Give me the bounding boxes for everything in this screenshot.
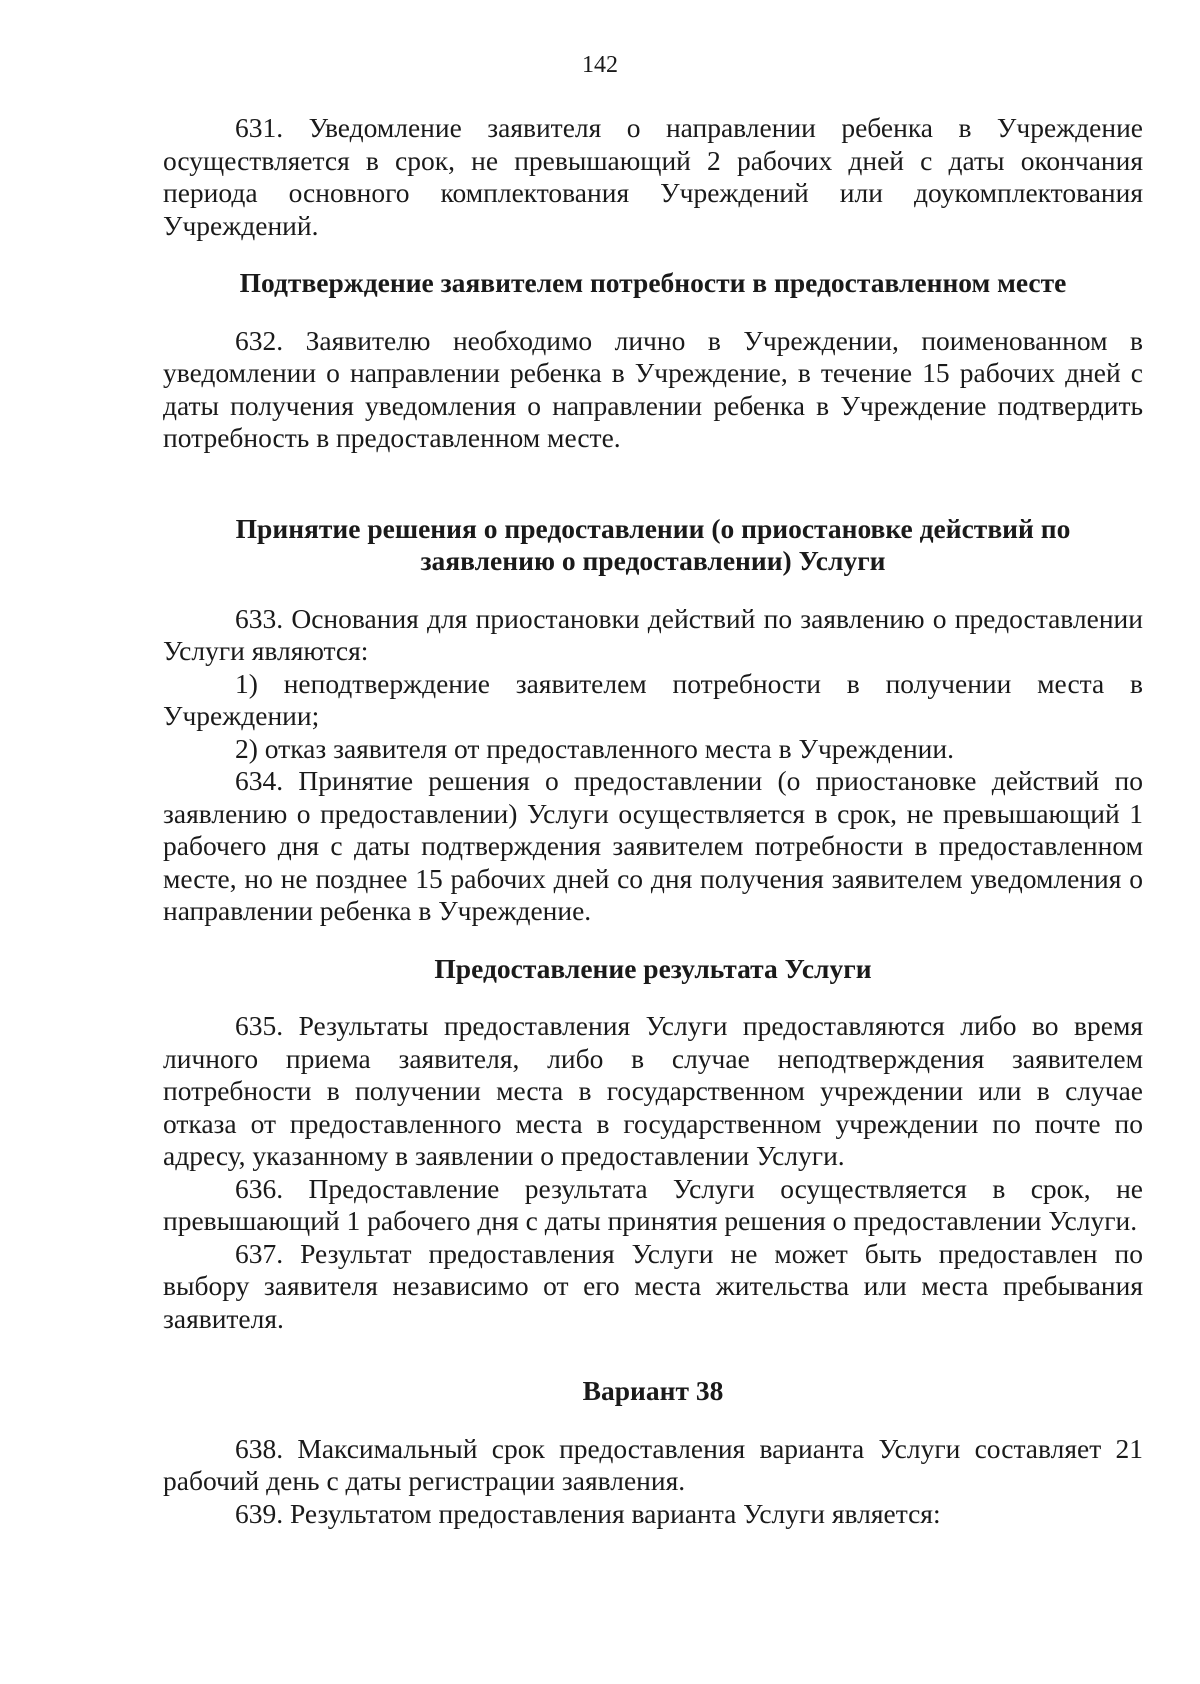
list-item-633-2: 2) отказ заявителя от предоставленного места в Учреждении. [235,732,954,764]
heading-decision [163,513,1143,578]
heading-result: Предоставление результата Услуги [434,952,872,984]
paragraph-634: 634. Принятие решения о предоставлении (о приостановке действий по заявлению о предоставлении) Услуги осуществляется в срок, не превышающий 1 рабочего дня с даты подтверждения заявителем потребности в предоставленном месте, но не позднее 15 рабочих дней со дня получения заявителем уведомления о направлении ребенка в Учреждение. [163,765,1143,926]
paragraph-635: 635. Результаты предоставления Услуги предоставляются либо во время личного приема заявителя, либо в случае неподтверждения заявителем потребности в получении места в государственном учреждении или в случае отказа от предоставленного места в государственном учреждении по почте по адресу, указанному в заявлении о предоставлении Услуги. [163,1010,1143,1171]
paragraph-633: 633. Основания для приостановки действий по заявлению о предоставлении Услуги являются: [163,602,1143,666]
paragraph-638: 638. Максимальный срок предоставления варианта Услуги составляет 21 рабочий день с даты регистрации заявления. [163,1432,1143,1496]
heading-confirm-need: Подтверждение заявителем потребности в предоставленном месте [239,267,1067,298]
heading-decision-line-1: Принятие решения о предоставлении (о приостановке действий по [235,512,1071,544]
paragraph-632: 632. Заявителю необходимо лично в Учреждении, поименованном в уведомлении о направлении ребенка в Учреждение, в течение 15 рабочих дней с даты получения уведомления о направлении ребенка в Учреждение подтвердить потребность в предоставленном месте. [163,324,1143,453]
heading-decision-line-2: заявлению о предоставлении) Услуги [420,545,886,576]
paragraph-631: 631. Уведомление заявителя о направлении ребенка в Учреждение осуществляется в срок, не превышающий 2 рабочих дней с даты окончания периода основного комплектования Учреждений или доукомплектования Учреждений. [163,112,1143,241]
list-item-633-1: 1) неподтверждение заявителем потребности в получении места в Учреждении; [163,667,1143,731]
paragraph-637: 637. Результат предоставления Услуги не может быть предоставлен по выбору заявителя независимо от его места жительства или места пребывания заявителя. [163,1237,1143,1334]
paragraph-639: 639. Результатом предоставления варианта Услуги является: [235,1497,941,1529]
page-number: 142 [582,52,618,78]
document-body [163,112,1143,1530]
paragraph-636: 636. Предоставление результата Услуги осуществляется в срок, не превышающий 1 рабочего дня с даты принятия решения о предоставлении Услуги. [163,1172,1143,1236]
heading-variant-38: Вариант 38 [582,1375,724,1406]
